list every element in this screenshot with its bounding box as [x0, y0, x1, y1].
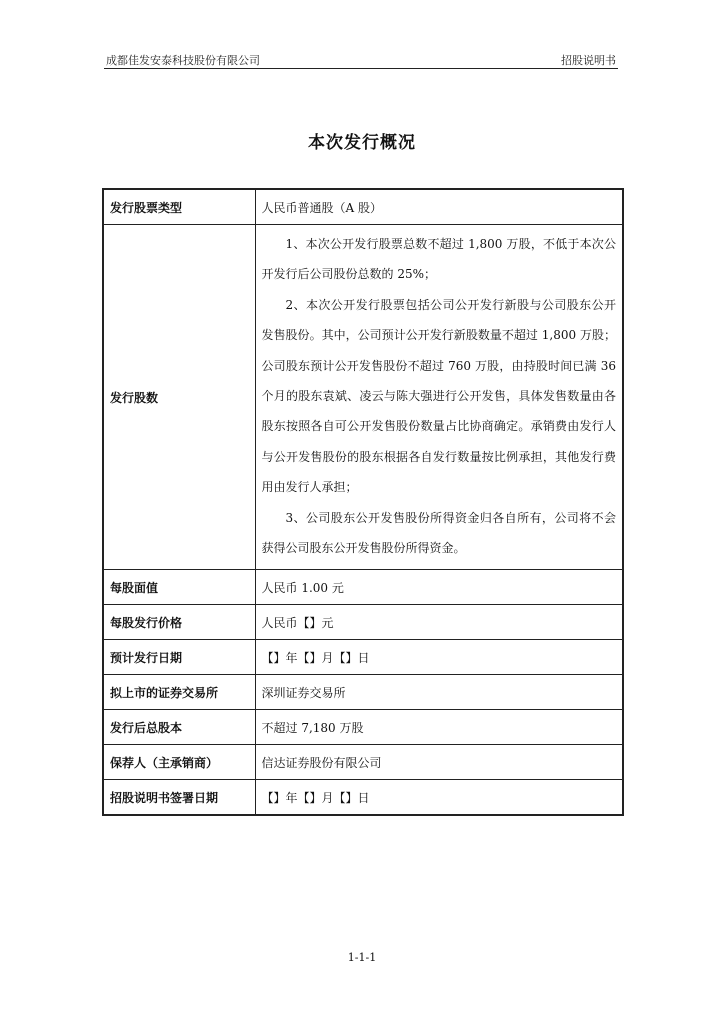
row-label: 每股发行价格	[103, 605, 255, 640]
row-value: 【】年【】月【】日	[255, 780, 623, 816]
row-label: 发行股票类型	[103, 189, 255, 225]
paragraph: 3、公司股东公开发售股份所得资金归各自所有，公司将不会获得公司股东公开发售股份所得资金。	[261, 510, 616, 556]
page-header	[104, 50, 618, 69]
table-row	[103, 745, 623, 780]
paragraph: 2、本次公开发行股票包括公司公开发行新股与公司股东公开发售股份。其中，公司预计公开发行新股数量不超过 1,800 万股；公司股东预计公开发售股份不超过 760 万股，由持股时间已满 36 个月的股东袁斌、凌云与陈大强进行公开发售，具体发售数量由各股东按照各自可公开发售股份数量占比协商确定。承销费由发行人与公开发售股份的股东根据各自发行数量按比例承担，其他发行费用由发行人承担；	[261, 297, 616, 495]
row-value: 人民币普通股（A 股）	[255, 189, 623, 225]
table-row	[103, 189, 623, 225]
table-row	[103, 675, 623, 710]
row-value: 人民币【】元	[255, 605, 623, 640]
company-name: 成都佳发安泰科技股份有限公司	[106, 54, 260, 67]
row-label: 拟上市的证券交易所	[103, 675, 255, 710]
row-value: 信达证券股份有限公司	[255, 745, 623, 780]
offering-summary-table	[102, 188, 624, 816]
row-label: 每股面值	[103, 570, 255, 605]
row-label: 预计发行日期	[103, 640, 255, 675]
document-type: 招股说明书	[561, 54, 616, 67]
row-label: 发行股数	[103, 225, 255, 570]
row-label: 招股说明书签署日期	[103, 780, 255, 816]
page-title: 本次发行概况	[308, 133, 416, 153]
row-value: 深圳证券交易所	[255, 675, 623, 710]
row-label: 发行后总股本	[103, 710, 255, 745]
table-row	[103, 710, 623, 745]
table-row	[103, 605, 623, 640]
table-row	[103, 570, 623, 605]
paragraph: 1、本次公开发行股票总数不超过 1,800 万股，不低于本次公开发行后公司股份总数的 25%；	[261, 237, 616, 282]
row-value	[255, 225, 623, 570]
table-row	[103, 640, 623, 675]
page-number: 1-1-1	[347, 951, 377, 964]
row-label: 保荐人（主承销商）	[103, 745, 255, 780]
table-row	[103, 225, 623, 570]
row-value: 不超过 7,180 万股	[255, 710, 623, 745]
table-row	[103, 780, 623, 816]
row-value: 【】年【】月【】日	[255, 640, 623, 675]
row-value: 人民币 1.00 元	[255, 570, 623, 605]
